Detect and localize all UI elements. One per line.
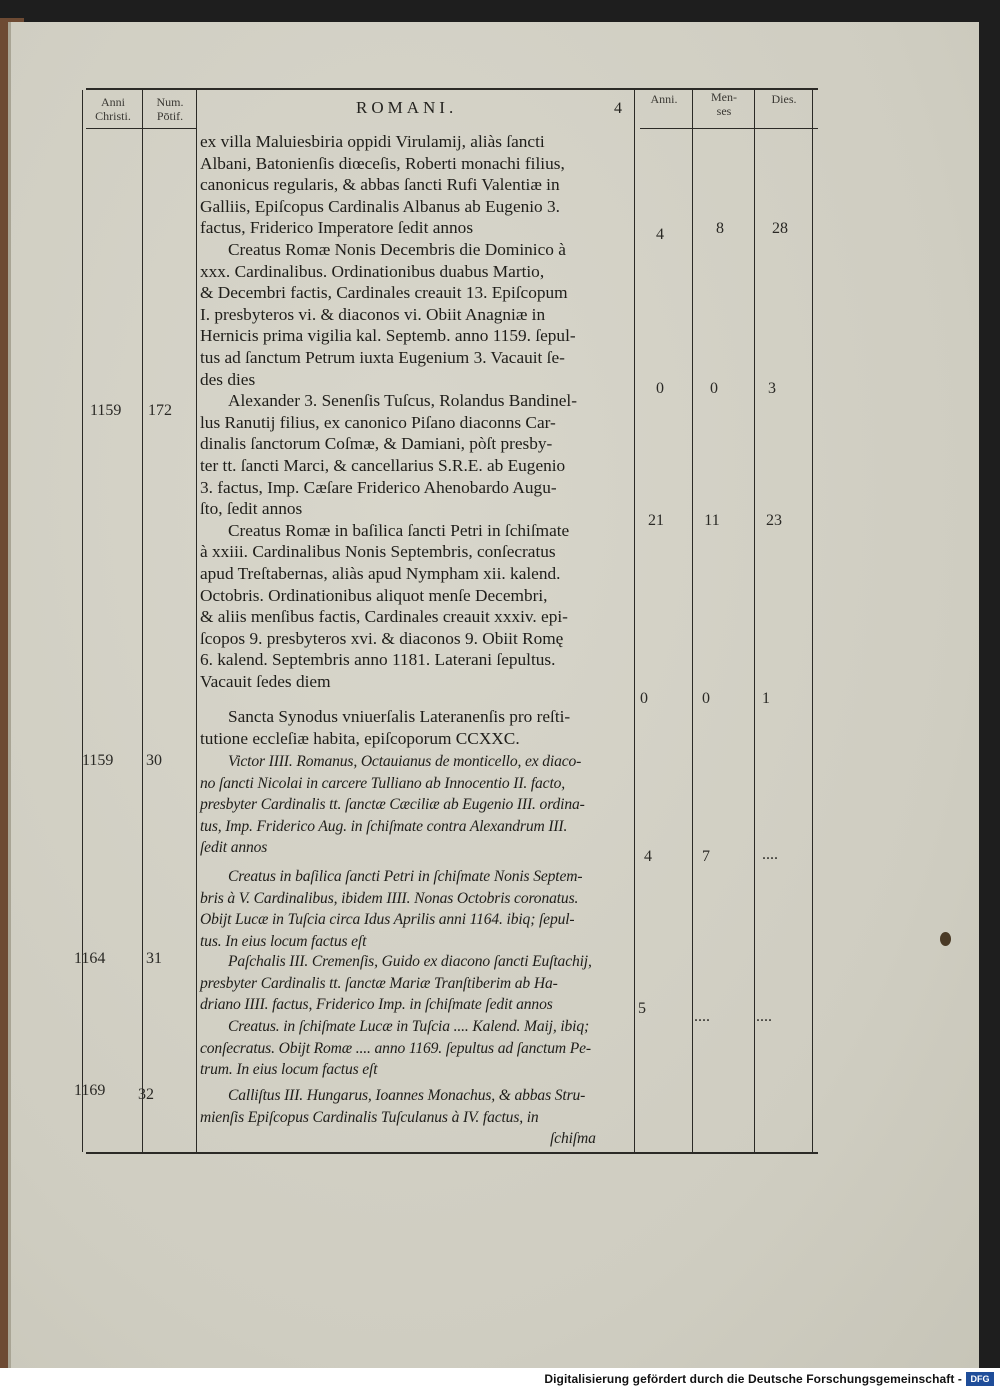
header-underline-left	[86, 128, 196, 129]
italic-line-4: tus, Imp. Friderico Aug. in ſchiſmate contra Alexandrum III.	[200, 817, 568, 835]
italic-line-15: trum. In eius locum factus eſt	[200, 1061, 378, 1078]
dies-value-5: ....	[762, 846, 778, 863]
dies-value-6: ....	[756, 1008, 772, 1025]
pontiff-number-1: 172	[148, 402, 172, 419]
footer-bar	[0, 1368, 1000, 1391]
menses-value-4: 0	[702, 690, 710, 707]
text-line-22: Octobris. Ordinationibus aliquot menſe Decembri,	[200, 585, 548, 605]
text-line-13: Alexander 3. Senenſis Tuſcus, Rolandus Bandinel-	[228, 391, 577, 411]
italic-line-18: ſchiſma	[550, 1130, 596, 1147]
year-2: 1159	[82, 752, 114, 769]
text-line-3: canonicus regularis, & abbas ſancti Rufi Valentiæ in	[200, 175, 560, 195]
italic-line-14: conſecratus. Obijt Romæ .... anno 1169. ſepultus ad ſanctum Pe-	[200, 1039, 591, 1057]
text-line-5: factus, Friderico Imperatore ſedit annos	[200, 218, 474, 238]
text-line-24: ſcopos 9. presbyteros xvi. & diaconos 9. Obiit Romę	[200, 628, 564, 648]
header-anni: Anni.	[650, 92, 678, 106]
bottom-rule	[86, 1152, 818, 1154]
italic-line-11: presbyter Cardinalis tt. ſanctæ Mariæ Tranſtiberim ab Ha-	[200, 974, 558, 992]
menses-value-1: 8	[716, 220, 724, 237]
text-line-10: Hernicis prima vigilia kal. Septemb. anno 1159. ſepul-	[200, 326, 576, 346]
menses-value-2: 0	[710, 380, 718, 397]
header-dies: Dies.	[771, 92, 797, 106]
italic-line-12: driano IIII. factus, Friderico Imp. in ſchiſmate ſedit annos	[200, 996, 553, 1013]
italic-line-8: Obijt Lucæ in Tuſcia circa Idus Aprilis anni 1164. ibiq; ſepul-	[200, 911, 575, 928]
italic-line-2: no ſancti Nicolai in carcere Tulliano ab Innocentio II. facto,	[200, 774, 566, 792]
header-menses-line2: ses	[716, 104, 732, 118]
col-line-1	[82, 90, 83, 1152]
italic-line-9: tus. In eius locum factus eſt	[200, 932, 367, 950]
text-line-16: ter tt. ſancti Marci, & cancellarius S.R.E. ab Eugenio	[200, 456, 566, 475]
italic-line-6: Creatus in baſilica ſancti Petri in ſchiſmate Nonis Septem-	[228, 868, 583, 885]
col-line-5	[692, 90, 693, 1152]
text-line-18: ſto, ſedit annos	[200, 499, 303, 519]
text-line-14: lus Ranutij filius, ex canonico Piſano diaconns Car-	[200, 412, 556, 432]
pontiff-number-3: 31	[146, 950, 162, 967]
text-line-8: & Decembri factis, Cardinales creauit 13. Epiſcopum	[200, 283, 568, 303]
italic-line-17: mienſis Epiſcopus Cardinalis Tuſculanus à IV. factus, in	[200, 1108, 539, 1126]
book-page	[8, 22, 979, 1368]
text-line-9: I. presbyteros vi. & diaconos vi. Obiit Anagniæ in	[200, 304, 546, 324]
anni-value-6: 5	[638, 1000, 646, 1017]
year-4: 1169	[74, 1082, 106, 1099]
dies-value-4: 1	[762, 690, 770, 707]
anni-value-4: 0	[640, 690, 648, 707]
pontiff-number-4: 32	[138, 1086, 154, 1103]
text-line-12: des dies	[200, 369, 256, 389]
anni-value-3: 21	[648, 512, 664, 529]
year-3: 1164	[74, 950, 106, 967]
anni-value-2: 0	[656, 380, 664, 397]
pontiff-number-2: 30	[146, 752, 162, 769]
running-title: ROMANI.	[356, 98, 458, 117]
dies-value-1: 28	[772, 220, 788, 237]
header-menses	[694, 90, 754, 118]
header-anni-christi-line1: Anni	[101, 95, 125, 109]
dies-value-3: 23	[766, 512, 782, 529]
anni-value-1: 4	[656, 226, 664, 243]
col-line-4	[634, 90, 635, 1152]
page-number: 4	[614, 100, 622, 117]
page-stain-mark	[940, 932, 951, 946]
anni-value-5: 4	[644, 848, 652, 865]
header-num-pontif	[144, 95, 196, 123]
text-line-23: & aliis menſibus factis, Cardinales creauit xxxiv. epi-	[200, 607, 568, 627]
header-underline-right	[640, 128, 818, 129]
header-menses-line1: Men-	[711, 90, 737, 104]
text-line-7: xxx. Cardinalibus. Ordinationibus duabus Martio,	[200, 261, 545, 281]
text-line-25: 6. kalend. Septembris anno 1181. Laterani ſepultus.	[200, 650, 556, 670]
text-line-11: tus ad ſanctum Petrum iuxta Eugenium 3. Vacauit ſe-	[200, 348, 565, 367]
text-line-15: dinalis ſanctorum Coſmæ, & Damiani, pòſt presby-	[200, 434, 553, 454]
text-line-21: apud Treſtabernas, aliàs apud Nympham xii. kalend.	[200, 564, 561, 583]
menses-value-6: ....	[694, 1008, 710, 1025]
footer-credit: Digitalisierung gefördert durch die Deutsche Forschungsgemeinschaft -	[544, 1372, 962, 1386]
italic-line-3: presbyter Cardinalis tt. ſanctæ Cæciliæ ab Eugenio III. ordina-	[200, 796, 585, 813]
dies-value-2: 3	[768, 380, 776, 397]
col-line-6	[754, 90, 755, 1152]
italic-line-5: ſedit annos	[200, 839, 268, 856]
italic-line-16: Calliſtus III. Hungarus, Ioannes Monachus, & abbas Stru-	[228, 1087, 586, 1104]
text-line-20: à xxiii. Cardinalibus Nonis Septembris, conſecratus	[200, 542, 556, 562]
text-line-26: Vacauit ſedes diem	[200, 672, 331, 691]
text-line-4: Galliis, Epiſcopus Cardinalis Albanus ab Eugenio 3.	[200, 196, 560, 216]
text-line-1: ex villa Maluiesbiria oppidi Virulamij, aliàs ſancti	[200, 132, 545, 151]
header-num-pontif-line2: Pōtif.	[156, 109, 184, 123]
text-line-28: tutione eccleſiæ habita, epiſcoporum CCXXC.	[200, 728, 520, 748]
text-line-6: Creatus Romæ Nonis Decembris die Dominico à	[228, 240, 566, 259]
dfg-logo: DFG	[966, 1372, 994, 1386]
col-line-7	[812, 90, 813, 1152]
italic-line-1: Victor IIII. Romanus, Octauianus de monticello, ex diaco-	[228, 753, 582, 770]
header-anni-christi	[84, 95, 142, 123]
italic-line-13: Creatus. in ſchiſmate Lucæ in Tuſcia .... Kalend. Maij, ibiq;	[228, 1018, 590, 1035]
col-line-3	[196, 90, 197, 1152]
text-line-27: Sancta Synodus vniuerſalis Lateranenſis pro reſti-	[228, 707, 571, 726]
menses-value-5: 7	[702, 848, 710, 865]
col-line-2	[142, 90, 143, 1152]
header-anni-christi-line2: Christi.	[95, 109, 131, 123]
italic-line-10: Paſchalis III. Cremenſis, Guido ex diacono ſancti Euſtachij,	[228, 953, 592, 970]
year-1: 1159	[90, 402, 122, 419]
header-num-pontif-line1: Num.	[156, 95, 184, 109]
menses-value-3: 11	[704, 512, 720, 529]
text-line-19: Creatus Romæ in baſilica ſancti Petri in ſchiſmate	[228, 520, 570, 540]
italic-line-7: bris à V. Cardinalibus, ibidem IIII. Nonas Octobris coronatus.	[200, 889, 579, 907]
text-line-2: Albani, Batonienſis diœceſis, Roberti monachi filius,	[200, 153, 565, 173]
text-line-17: 3. factus, Imp. Cæſare Friderico Ahenobardo Augu-	[200, 477, 557, 497]
